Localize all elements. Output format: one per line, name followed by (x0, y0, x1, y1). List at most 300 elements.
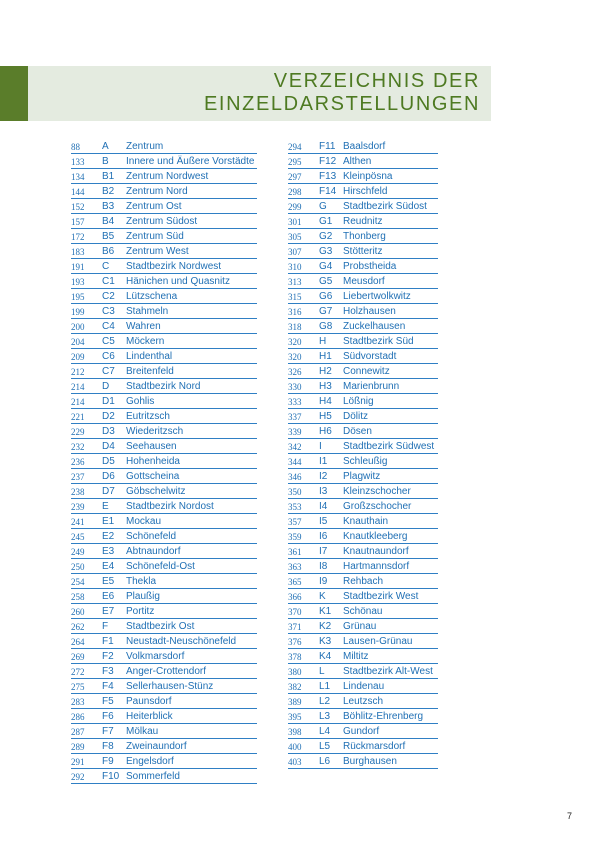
entry-page-number: 221 (71, 412, 85, 422)
entry-link-underline (288, 648, 438, 649)
entry-link-underline (288, 663, 438, 664)
entry-district-code: L2 (319, 696, 331, 707)
entry-link-underline (71, 453, 257, 454)
entry-link-underline (288, 483, 438, 484)
entry-page-number: 214 (71, 382, 85, 392)
entry-district-code: C5 (102, 336, 115, 347)
entry-district-code: F14 (319, 186, 337, 197)
entry-page-number: 264 (71, 637, 85, 647)
entry-link-underline (288, 513, 438, 514)
entry-district-name: Knauthain (343, 516, 389, 527)
entry-page-number: 199 (71, 307, 85, 317)
entry-district-code: D5 (102, 456, 115, 467)
entry-district-name: Seehausen (126, 441, 177, 452)
entry-link-underline (71, 153, 257, 154)
entry-district-name: Stadtbezirk Nord (126, 381, 201, 392)
entry-district-code: A (102, 141, 109, 152)
entry-district-name: Meusdorf (343, 276, 385, 287)
entry-link-underline (288, 183, 438, 184)
entry-page-number: 307 (288, 247, 302, 257)
page-title-line-1: VERZEICHNIS DER (273, 70, 480, 92)
entry-page-number: 342 (288, 442, 302, 452)
entry-page-number: 380 (288, 667, 302, 677)
entry-district-name: Stadtbezirk West (343, 591, 419, 602)
entry-district-name: Knautkleeberg (343, 531, 408, 542)
entry-page-number: 339 (288, 427, 302, 437)
entry-page-number: 361 (288, 547, 302, 557)
entry-district-code: E7 (102, 606, 115, 617)
entry-page-number: 245 (71, 532, 85, 542)
entry-page-number: 289 (71, 742, 85, 752)
entry-page-number: 363 (288, 562, 302, 572)
entry-link-underline (288, 273, 438, 274)
entry-link-underline (288, 303, 438, 304)
entry-link-underline (288, 198, 438, 199)
entry-link-underline (288, 168, 438, 169)
entry-page-number: 237 (71, 472, 85, 482)
entry-link-underline (288, 288, 438, 289)
entry-district-name: Wiederitzsch (126, 426, 184, 437)
entry-district-code: F5 (102, 696, 114, 707)
entry-district-name: Zentrum Süd (126, 231, 184, 242)
entry-district-code: G3 (319, 246, 333, 257)
entry-district-code: F1 (102, 636, 114, 647)
entry-district-name: Breitenfeld (126, 366, 174, 377)
entry-district-name: Kleinzschocher (343, 486, 411, 497)
entry-district-code: K3 (319, 636, 332, 647)
entry-district-name: Schönau (343, 606, 383, 617)
entry-link-underline (288, 558, 438, 559)
entry-link-underline (71, 708, 257, 709)
entry-link-underline (71, 393, 257, 394)
entry-link-underline (71, 618, 257, 619)
entry-district-name: Althen (343, 156, 372, 167)
entry-district-name: Zentrum Nordwest (126, 171, 209, 182)
entry-district-code: D4 (102, 441, 115, 452)
entry-district-code: B3 (102, 201, 115, 212)
entry-link-underline (288, 393, 438, 394)
entry-district-code: H6 (319, 426, 332, 437)
entry-district-code: L4 (319, 726, 331, 737)
entry-district-name: Zentrum Nord (126, 186, 188, 197)
entry-page-number: 262 (71, 622, 85, 632)
entry-district-code: F (102, 621, 109, 632)
entry-district-code: D7 (102, 486, 115, 497)
entry-district-code: I4 (319, 501, 328, 512)
entry-page-number: 395 (288, 712, 302, 722)
entry-link-underline (288, 228, 438, 229)
entry-page-number: 229 (71, 427, 85, 437)
entry-district-name: Zentrum (126, 141, 164, 152)
entry-district-code: D2 (102, 411, 115, 422)
entry-link-underline (71, 678, 257, 679)
entry-district-code: G1 (319, 216, 333, 227)
entry-district-name: Hirschfeld (343, 186, 388, 197)
entry-page-number: 200 (71, 322, 85, 332)
entry-page-number: 292 (71, 772, 85, 782)
entry-district-name: Volkmarsdorf (126, 651, 185, 662)
entry-district-name: Dölitz (343, 411, 369, 422)
entry-page-number: 291 (71, 757, 85, 767)
entry-page-number: 365 (288, 577, 302, 587)
entry-link-underline (288, 213, 438, 214)
entry-page-number: 376 (288, 637, 302, 647)
entry-page-number: 370 (288, 607, 302, 617)
entry-link-underline (71, 318, 257, 319)
entry-district-name: Stadtbezirk Südwest (343, 441, 435, 452)
entry-district-code: E3 (102, 546, 115, 557)
entry-district-name: Burghausen (343, 756, 397, 767)
entry-district-name: Reudnitz (343, 216, 383, 227)
entry-district-name: Dösen (343, 426, 372, 437)
entry-link-underline (71, 258, 257, 259)
entry-link-underline (288, 753, 438, 754)
entry-district-code: E4 (102, 561, 115, 572)
entry-district-name: Zentrum Südost (126, 216, 198, 227)
entry-link-underline (288, 723, 438, 724)
entry-district-code: E6 (102, 591, 115, 602)
entry-district-name: Sellerhausen-Stünz (126, 681, 214, 692)
entry-district-name: Schönefeld-Ost (126, 561, 195, 572)
entry-page-number: 313 (288, 277, 302, 287)
entry-district-code: F13 (319, 171, 337, 182)
entry-district-code: K2 (319, 621, 332, 632)
entry-page-number: 88 (71, 142, 80, 152)
entry-district-code: F11 (319, 141, 336, 152)
entry-page-number: 382 (288, 682, 302, 692)
entry-page-number: 209 (71, 352, 85, 362)
entry-district-code: G6 (319, 291, 333, 302)
entry-page-number: 298 (288, 187, 302, 197)
entry-page-number: 260 (71, 607, 85, 617)
entry-link-underline (288, 693, 438, 694)
entry-district-code: I1 (319, 456, 328, 467)
entry-district-name: Stadtbezirk Nordost (126, 501, 214, 512)
entry-link-underline (288, 363, 438, 364)
entry-page-number: 133 (71, 157, 85, 167)
entry-link-underline (71, 363, 257, 364)
entry-district-code: G2 (319, 231, 333, 242)
entry-page-number: 172 (71, 232, 85, 242)
entry-district-code: E2 (102, 531, 115, 542)
entry-district-name: Schleußig (343, 456, 388, 467)
entry-district-code: C7 (102, 366, 115, 377)
entry-district-name: Zuckelhausen (343, 321, 406, 332)
entry-district-code: D6 (102, 471, 115, 482)
entry-district-name: Stadtbezirk Südost (343, 201, 427, 212)
entry-district-code: E (102, 501, 109, 512)
entry-link-underline (71, 663, 257, 664)
entry-link-underline (71, 408, 257, 409)
entry-link-underline (288, 153, 438, 154)
entry-page-number: 204 (71, 337, 85, 347)
entry-district-code: B (102, 156, 109, 167)
entry-district-code: G (319, 201, 327, 212)
entry-page-number: 353 (288, 502, 302, 512)
entry-page-number: 316 (288, 307, 302, 317)
entry-district-code: B1 (102, 171, 115, 182)
entry-page-number: 301 (288, 217, 302, 227)
entry-district-name: Connewitz (343, 366, 390, 377)
entry-district-name: Lützschena (126, 291, 178, 302)
entry-link-underline (288, 708, 438, 709)
entry-district-name: Thekla (126, 576, 157, 587)
entry-district-code: F7 (102, 726, 114, 737)
entry-district-name: Eutritzsch (126, 411, 170, 422)
entry-district-name: Rückmarsdorf (343, 741, 406, 752)
entry-link-underline (71, 348, 257, 349)
entry-district-code: H4 (319, 396, 332, 407)
entry-link-underline (71, 243, 257, 244)
entry-link-underline (288, 378, 438, 379)
entry-link-underline (288, 243, 438, 244)
entry-link-underline (71, 423, 257, 424)
entry-district-code: L1 (319, 681, 331, 692)
entry-page-number: 239 (71, 502, 85, 512)
entry-district-name: Knautnaundorf (343, 546, 409, 557)
entry-link-underline (71, 198, 257, 199)
entry-link-underline (288, 738, 438, 739)
entry-district-name: Hartmannsdorf (343, 561, 410, 572)
entry-district-code: I8 (319, 561, 328, 572)
entry-district-name: Stadtbezirk Süd (343, 336, 414, 347)
entry-district-name: Gottscheina (126, 471, 180, 482)
entry-page-number: 305 (288, 232, 302, 242)
entry-page-number: 236 (71, 457, 85, 467)
entry-district-code: E5 (102, 576, 115, 587)
entry-district-code: I7 (319, 546, 328, 557)
entry-page-number: 144 (71, 187, 85, 197)
entry-link-underline (288, 318, 438, 319)
entry-page-number: 232 (71, 442, 85, 452)
entry-district-code: H3 (319, 381, 332, 392)
entry-district-name: Schönefeld (126, 531, 177, 542)
entry-link-underline (71, 693, 257, 694)
entry-link-underline (71, 513, 257, 514)
entry-district-name: Stadtbezirk Alt-West (343, 666, 433, 677)
entry-district-code: K1 (319, 606, 332, 617)
page-number: 7 (567, 811, 573, 821)
entry-page-number: 152 (71, 202, 85, 212)
entry-page-number: 333 (288, 397, 302, 407)
entry-link-underline (71, 753, 257, 754)
entry-district-name: Göbschelwitz (126, 486, 186, 497)
entry-district-code: K (319, 591, 326, 602)
entry-district-name: Mockau (126, 516, 162, 527)
entry-page-number: 315 (288, 292, 302, 302)
entry-link-underline (288, 333, 438, 334)
entry-link-underline (71, 438, 257, 439)
entry-link-underline (71, 543, 257, 544)
entry-district-name: Liebertwolkwitz (343, 291, 411, 302)
page-title-line-2: EINZELDARSTELLUNGEN (203, 93, 480, 115)
entry-district-name: Probstheida (343, 261, 397, 272)
entry-district-code: F9 (102, 756, 114, 767)
entry-district-code: C1 (102, 276, 115, 287)
entry-page-number: 299 (288, 202, 302, 212)
entry-page-number: 249 (71, 547, 85, 557)
entry-page-number: 272 (71, 667, 85, 677)
entry-district-name: Lößnig (343, 396, 374, 407)
entry-district-code: G8 (319, 321, 333, 332)
entry-page-number: 183 (71, 247, 85, 257)
entry-page-number: 250 (71, 562, 85, 572)
entry-page-number: 346 (288, 472, 302, 482)
entry-district-code: H (319, 336, 327, 347)
entry-link-underline (71, 273, 257, 274)
entry-page-number: 287 (71, 727, 85, 737)
entry-page-number: 294 (288, 142, 302, 152)
entry-link-underline (71, 333, 257, 334)
entry-link-underline (288, 438, 438, 439)
entry-district-name: Rehbach (343, 576, 384, 587)
entry-district-name: Abtnaundorf (126, 546, 181, 557)
entry-district-name: Lindenau (343, 681, 385, 692)
entry-link-underline (71, 603, 257, 604)
entry-district-name: Plaußig (126, 591, 160, 602)
entry-district-name: Gundorf (343, 726, 380, 737)
entry-link-underline (71, 528, 257, 529)
entry-page-number: 403 (288, 757, 302, 767)
entry-link-underline (288, 528, 438, 529)
entry-link-underline (71, 588, 257, 589)
entry-link-underline (71, 168, 257, 169)
entry-page-number: 258 (71, 592, 85, 602)
entry-page-number: 191 (71, 262, 85, 272)
entry-district-code: C (102, 261, 110, 272)
entry-district-name: Hohenheida (126, 456, 180, 467)
entry-district-name: Marienbrunn (343, 381, 400, 392)
entry-link-underline (288, 633, 438, 634)
entry-link-underline (71, 783, 257, 784)
entry-link-underline (71, 378, 257, 379)
entry-page-number: 310 (288, 262, 302, 272)
entry-district-code: F4 (102, 681, 114, 692)
entry-link-underline (71, 648, 257, 649)
entry-page-number: 357 (288, 517, 302, 527)
entry-link-underline (71, 723, 257, 724)
entry-district-code: L5 (319, 741, 331, 752)
entry-page-number: 350 (288, 487, 302, 497)
entry-district-code: G7 (319, 306, 333, 317)
entry-district-name: Stadtbezirk Ost (126, 621, 195, 632)
entry-district-name: Stahmeln (126, 306, 169, 317)
entry-district-code: B5 (102, 231, 115, 242)
entry-district-name: Heiterblick (126, 711, 173, 722)
entry-page-number: 283 (71, 697, 85, 707)
entry-page-number: 295 (288, 157, 302, 167)
entry-district-code: H2 (319, 366, 332, 377)
entry-page-number: 286 (71, 712, 85, 722)
entry-link-underline (288, 468, 438, 469)
entry-link-underline (288, 408, 438, 409)
entry-link-underline (71, 228, 257, 229)
entry-page-number: 195 (71, 292, 85, 302)
entry-link-underline (71, 288, 257, 289)
entry-link-underline (288, 348, 438, 349)
entry-district-name: Kleinpösna (343, 171, 393, 182)
entry-district-name: Zentrum Ost (126, 201, 182, 212)
entry-page-number: 275 (71, 682, 85, 692)
entry-district-name: Hänichen und Quasnitz (126, 276, 230, 287)
entry-district-code: D (102, 381, 110, 392)
entry-district-code: L3 (319, 711, 331, 722)
entry-district-code: F10 (102, 771, 120, 782)
entry-link-underline (288, 573, 438, 574)
entry-page-number: 318 (288, 322, 302, 332)
entry-link-underline (71, 768, 257, 769)
entry-district-code: B6 (102, 246, 115, 257)
entry-link-underline (71, 213, 257, 214)
entry-page-number: 337 (288, 412, 302, 422)
entry-district-name: Stötteritz (343, 246, 383, 257)
entry-page-number: 359 (288, 532, 302, 542)
entry-district-code: F3 (102, 666, 114, 677)
entry-district-name: Thonberg (343, 231, 386, 242)
entry-district-name: Baalsdorf (343, 141, 386, 152)
entry-link-underline (288, 768, 438, 769)
entry-link-underline (71, 183, 257, 184)
entry-district-name: Grünau (343, 621, 377, 632)
entry-district-code: D3 (102, 426, 115, 437)
entry-page-number: 241 (71, 517, 85, 527)
entry-district-name: Stadtbezirk Nordwest (126, 261, 222, 272)
entry-district-code: E1 (102, 516, 115, 527)
entry-link-underline (71, 483, 257, 484)
entry-page-number: 344 (288, 457, 302, 467)
entry-district-code: I6 (319, 531, 328, 542)
entry-link-underline (71, 303, 257, 304)
entry-link-underline (288, 588, 438, 589)
entry-district-name: Lindenthal (126, 351, 173, 362)
entry-page-number: 378 (288, 652, 302, 662)
entry-page-number: 134 (71, 172, 85, 182)
entry-link-underline (288, 453, 438, 454)
entry-district-code: K4 (319, 651, 332, 662)
entry-page-number: 238 (71, 487, 85, 497)
entry-district-code: B4 (102, 216, 115, 227)
entry-district-name: Portitz (126, 606, 155, 617)
entry-district-name: Anger-Crottendorf (126, 666, 207, 677)
entry-district-name: Gohlis (126, 396, 155, 407)
entry-page-number: 400 (288, 742, 302, 752)
entry-district-name: Holzhausen (343, 306, 396, 317)
entry-district-name: Neustadt-Neuschönefeld (126, 636, 237, 647)
entry-link-underline (71, 558, 257, 559)
entry-page-number: 193 (71, 277, 85, 287)
entry-link-underline (71, 573, 257, 574)
entry-link-underline (288, 618, 438, 619)
entry-district-code: I9 (319, 576, 328, 587)
entry-district-name: Miltitz (343, 651, 369, 662)
entry-district-code: F12 (319, 156, 337, 167)
entry-district-name: Innere und Äußere Vorstädte (126, 156, 255, 167)
entry-district-name: Böhlitz-Ehrenberg (343, 711, 424, 722)
entry-district-code: H5 (319, 411, 332, 422)
entry-district-code: F6 (102, 711, 114, 722)
entry-district-name: Plagwitz (343, 471, 381, 482)
entry-link-underline (288, 678, 438, 679)
entry-district-name: Wahren (126, 321, 161, 332)
entry-link-underline (71, 633, 257, 634)
entry-page-number: 157 (71, 217, 85, 227)
entry-district-code: I5 (319, 516, 328, 527)
entry-district-name: Zweinaundorf (126, 741, 187, 752)
entry-page-number: 212 (71, 367, 85, 377)
entry-page-number: 297 (288, 172, 302, 182)
entry-district-code: F2 (102, 651, 114, 662)
entry-district-code: C4 (102, 321, 115, 332)
